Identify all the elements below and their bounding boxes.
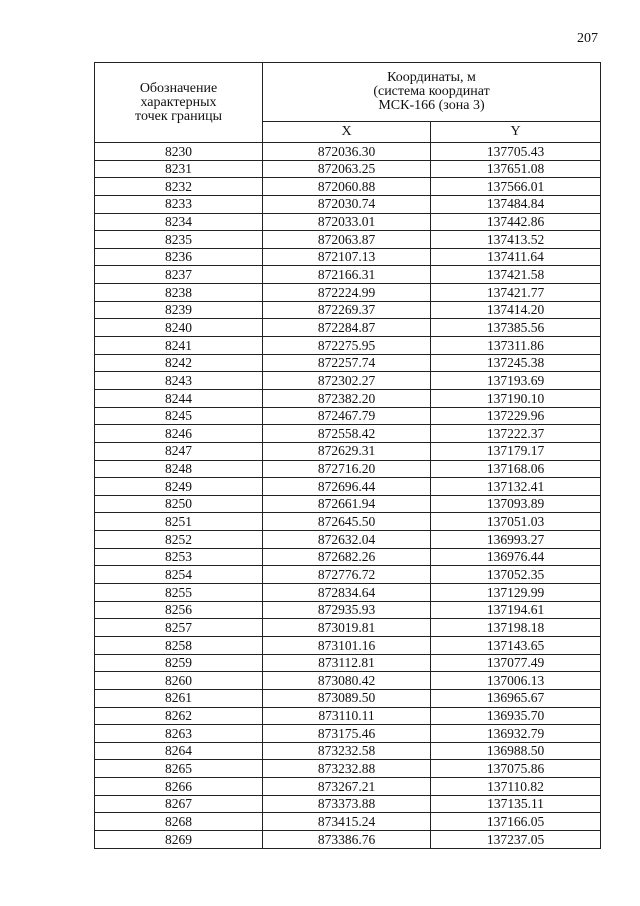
point-id-cell: 8251 <box>95 513 263 531</box>
y-coordinate-cell: 137093.89 <box>431 495 601 513</box>
x-coordinate-cell: 873112.81 <box>263 654 431 672</box>
x-coordinate-cell: 872935.93 <box>263 601 431 619</box>
point-id-cell: 8247 <box>95 442 263 460</box>
y-coordinate-cell: 137245.38 <box>431 354 601 372</box>
header-coordinates-label: Координаты, м (система координат МСК-166 (зона 3) <box>373 70 490 114</box>
table-row <box>95 513 601 531</box>
y-coordinate-cell: 137051.03 <box>431 513 601 531</box>
x-coordinate-cell: 872166.31 <box>263 266 431 284</box>
x-coordinate-cell: 872834.64 <box>263 584 431 602</box>
y-coordinate-cell: 137135.11 <box>431 795 601 813</box>
y-coordinate-cell: 137129.99 <box>431 584 601 602</box>
x-coordinate-cell: 872063.87 <box>263 231 431 249</box>
y-coordinate-cell: 137006.13 <box>431 672 601 690</box>
table-row <box>95 248 601 266</box>
y-coordinate-cell: 137194.61 <box>431 601 601 619</box>
header-point-designation <box>95 63 263 143</box>
y-coordinate-cell: 137190.10 <box>431 389 601 407</box>
y-coordinate-cell: 137110.82 <box>431 778 601 796</box>
y-coordinate-cell: 137222.37 <box>431 425 601 443</box>
point-id-cell: 8264 <box>95 742 263 760</box>
table-row <box>95 337 601 355</box>
table-body <box>95 143 601 849</box>
x-coordinate-cell: 872467.79 <box>263 407 431 425</box>
x-coordinate-cell: 873175.46 <box>263 725 431 743</box>
y-coordinate-cell: 137143.65 <box>431 636 601 654</box>
header-point-label: Обозначение характерных точек границы <box>135 80 222 124</box>
x-coordinate-cell: 872776.72 <box>263 566 431 584</box>
x-coordinate-cell: 872716.20 <box>263 460 431 478</box>
point-id-cell: 8243 <box>95 372 263 390</box>
y-coordinate-cell: 137651.08 <box>431 160 601 178</box>
point-id-cell: 8252 <box>95 531 263 549</box>
x-coordinate-cell: 872632.04 <box>263 531 431 549</box>
y-coordinate-cell: 137077.49 <box>431 654 601 672</box>
y-coordinate-cell: 137168.06 <box>431 460 601 478</box>
table-row <box>95 160 601 178</box>
y-coordinate-cell: 136965.67 <box>431 689 601 707</box>
x-coordinate-cell: 872107.13 <box>263 248 431 266</box>
point-id-cell: 8239 <box>95 301 263 319</box>
y-coordinate-cell: 137311.86 <box>431 337 601 355</box>
x-coordinate-cell: 872063.25 <box>263 160 431 178</box>
table-row <box>95 372 601 390</box>
table-row <box>95 266 601 284</box>
table-row <box>95 601 601 619</box>
y-coordinate-cell: 137411.64 <box>431 248 601 266</box>
header-coordinates <box>263 63 601 122</box>
y-coordinate-cell: 136988.50 <box>431 742 601 760</box>
y-coordinate-cell: 136976.44 <box>431 548 601 566</box>
table-row <box>95 813 601 831</box>
point-id-cell: 8245 <box>95 407 263 425</box>
y-coordinate-cell: 137413.52 <box>431 231 601 249</box>
x-coordinate-cell: 872558.42 <box>263 425 431 443</box>
point-id-cell: 8249 <box>95 478 263 496</box>
table-row <box>95 830 601 848</box>
table-row <box>95 495 601 513</box>
point-id-cell: 8268 <box>95 813 263 831</box>
x-coordinate-cell: 872284.87 <box>263 319 431 337</box>
y-coordinate-cell: 137385.56 <box>431 319 601 337</box>
table-row <box>95 284 601 302</box>
point-id-cell: 8230 <box>95 143 263 161</box>
y-coordinate-cell: 137237.05 <box>431 830 601 848</box>
point-id-cell: 8232 <box>95 178 263 196</box>
table-header <box>95 63 601 143</box>
table-row <box>95 742 601 760</box>
table-row <box>95 760 601 778</box>
x-coordinate-cell: 872696.44 <box>263 478 431 496</box>
x-coordinate-cell: 873267.21 <box>263 778 431 796</box>
x-coordinate-cell: 872661.94 <box>263 495 431 513</box>
x-coordinate-cell: 873019.81 <box>263 619 431 637</box>
x-coordinate-cell: 873232.88 <box>263 760 431 778</box>
page-number: 207 <box>577 31 598 46</box>
y-coordinate-cell: 137414.20 <box>431 301 601 319</box>
x-coordinate-cell: 873386.76 <box>263 830 431 848</box>
table-row <box>95 143 601 161</box>
table-row <box>95 707 601 725</box>
coordinates-table <box>94 62 601 849</box>
table-row <box>95 689 601 707</box>
point-id-cell: 8234 <box>95 213 263 231</box>
table-row <box>95 407 601 425</box>
table-row <box>95 636 601 654</box>
y-coordinate-cell: 137179.17 <box>431 442 601 460</box>
table-row <box>95 354 601 372</box>
table-row <box>95 725 601 743</box>
point-id-cell: 8238 <box>95 284 263 302</box>
x-coordinate-cell: 872060.88 <box>263 178 431 196</box>
x-coordinate-cell: 873110.11 <box>263 707 431 725</box>
table-row <box>95 178 601 196</box>
y-coordinate-cell: 136932.79 <box>431 725 601 743</box>
table-row <box>95 619 601 637</box>
point-id-cell: 8237 <box>95 266 263 284</box>
y-coordinate-cell: 137052.35 <box>431 566 601 584</box>
x-coordinate-cell: 873232.58 <box>263 742 431 760</box>
table-row <box>95 566 601 584</box>
x-coordinate-cell: 872682.26 <box>263 548 431 566</box>
table-row <box>95 213 601 231</box>
point-id-cell: 8265 <box>95 760 263 778</box>
y-coordinate-cell: 137166.05 <box>431 813 601 831</box>
table-row <box>95 478 601 496</box>
x-coordinate-cell: 873089.50 <box>263 689 431 707</box>
point-id-cell: 8257 <box>95 619 263 637</box>
table-row <box>95 672 601 690</box>
x-coordinate-cell: 872269.37 <box>263 301 431 319</box>
point-id-cell: 8262 <box>95 707 263 725</box>
point-id-cell: 8254 <box>95 566 263 584</box>
point-id-cell: 8244 <box>95 389 263 407</box>
point-id-cell: 8269 <box>95 830 263 848</box>
y-coordinate-cell: 137421.77 <box>431 284 601 302</box>
table-row <box>95 531 601 549</box>
point-id-cell: 8256 <box>95 601 263 619</box>
table-row <box>95 778 601 796</box>
y-coordinate-cell: 136935.70 <box>431 707 601 725</box>
x-coordinate-cell: 872033.01 <box>263 213 431 231</box>
table-row <box>95 654 601 672</box>
y-coordinate-cell: 137421.58 <box>431 266 601 284</box>
y-coordinate-cell: 137705.43 <box>431 143 601 161</box>
table-row <box>95 319 601 337</box>
table-row <box>95 301 601 319</box>
x-coordinate-cell: 872302.27 <box>263 372 431 390</box>
point-id-cell: 8266 <box>95 778 263 796</box>
point-id-cell: 8263 <box>95 725 263 743</box>
table-row <box>95 389 601 407</box>
point-id-cell: 8259 <box>95 654 263 672</box>
y-coordinate-cell: 137193.69 <box>431 372 601 390</box>
table-row <box>95 795 601 813</box>
y-coordinate-cell: 136993.27 <box>431 531 601 549</box>
y-coordinate-cell: 137442.86 <box>431 213 601 231</box>
x-coordinate-cell: 872629.31 <box>263 442 431 460</box>
point-id-cell: 8246 <box>95 425 263 443</box>
x-coordinate-cell: 872645.50 <box>263 513 431 531</box>
x-coordinate-cell: 872382.20 <box>263 389 431 407</box>
table-row <box>95 442 601 460</box>
x-coordinate-cell: 872030.74 <box>263 195 431 213</box>
point-id-cell: 8236 <box>95 248 263 266</box>
point-id-cell: 8248 <box>95 460 263 478</box>
y-coordinate-cell: 137132.41 <box>431 478 601 496</box>
y-coordinate-cell: 137566.01 <box>431 178 601 196</box>
point-id-cell: 8250 <box>95 495 263 513</box>
x-coordinate-cell: 872257.74 <box>263 354 431 372</box>
point-id-cell: 8240 <box>95 319 263 337</box>
y-coordinate-cell: 137229.96 <box>431 407 601 425</box>
point-id-cell: 8253 <box>95 548 263 566</box>
point-id-cell: 8235 <box>95 231 263 249</box>
point-id-cell: 8267 <box>95 795 263 813</box>
x-coordinate-cell: 873373.88 <box>263 795 431 813</box>
y-coordinate-cell: 137198.18 <box>431 619 601 637</box>
point-id-cell: 8260 <box>95 672 263 690</box>
point-id-cell: 8233 <box>95 195 263 213</box>
x-coordinate-cell: 872275.95 <box>263 337 431 355</box>
y-coordinate-cell: 137075.86 <box>431 760 601 778</box>
table-row <box>95 231 601 249</box>
table-row <box>95 195 601 213</box>
point-id-cell: 8241 <box>95 337 263 355</box>
x-coordinate-cell: 873080.42 <box>263 672 431 690</box>
x-coordinate-cell: 873101.16 <box>263 636 431 654</box>
point-id-cell: 8258 <box>95 636 263 654</box>
table-row <box>95 548 601 566</box>
table-row <box>95 425 601 443</box>
header-y: Y <box>431 122 601 143</box>
y-coordinate-cell: 137484.84 <box>431 195 601 213</box>
point-id-cell: 8242 <box>95 354 263 372</box>
x-coordinate-cell: 872224.99 <box>263 284 431 302</box>
table-row <box>95 460 601 478</box>
header-x: X <box>263 122 431 143</box>
point-id-cell: 8255 <box>95 584 263 602</box>
table-row <box>95 584 601 602</box>
x-coordinate-cell: 872036.30 <box>263 143 431 161</box>
point-id-cell: 8231 <box>95 160 263 178</box>
point-id-cell: 8261 <box>95 689 263 707</box>
x-coordinate-cell: 873415.24 <box>263 813 431 831</box>
